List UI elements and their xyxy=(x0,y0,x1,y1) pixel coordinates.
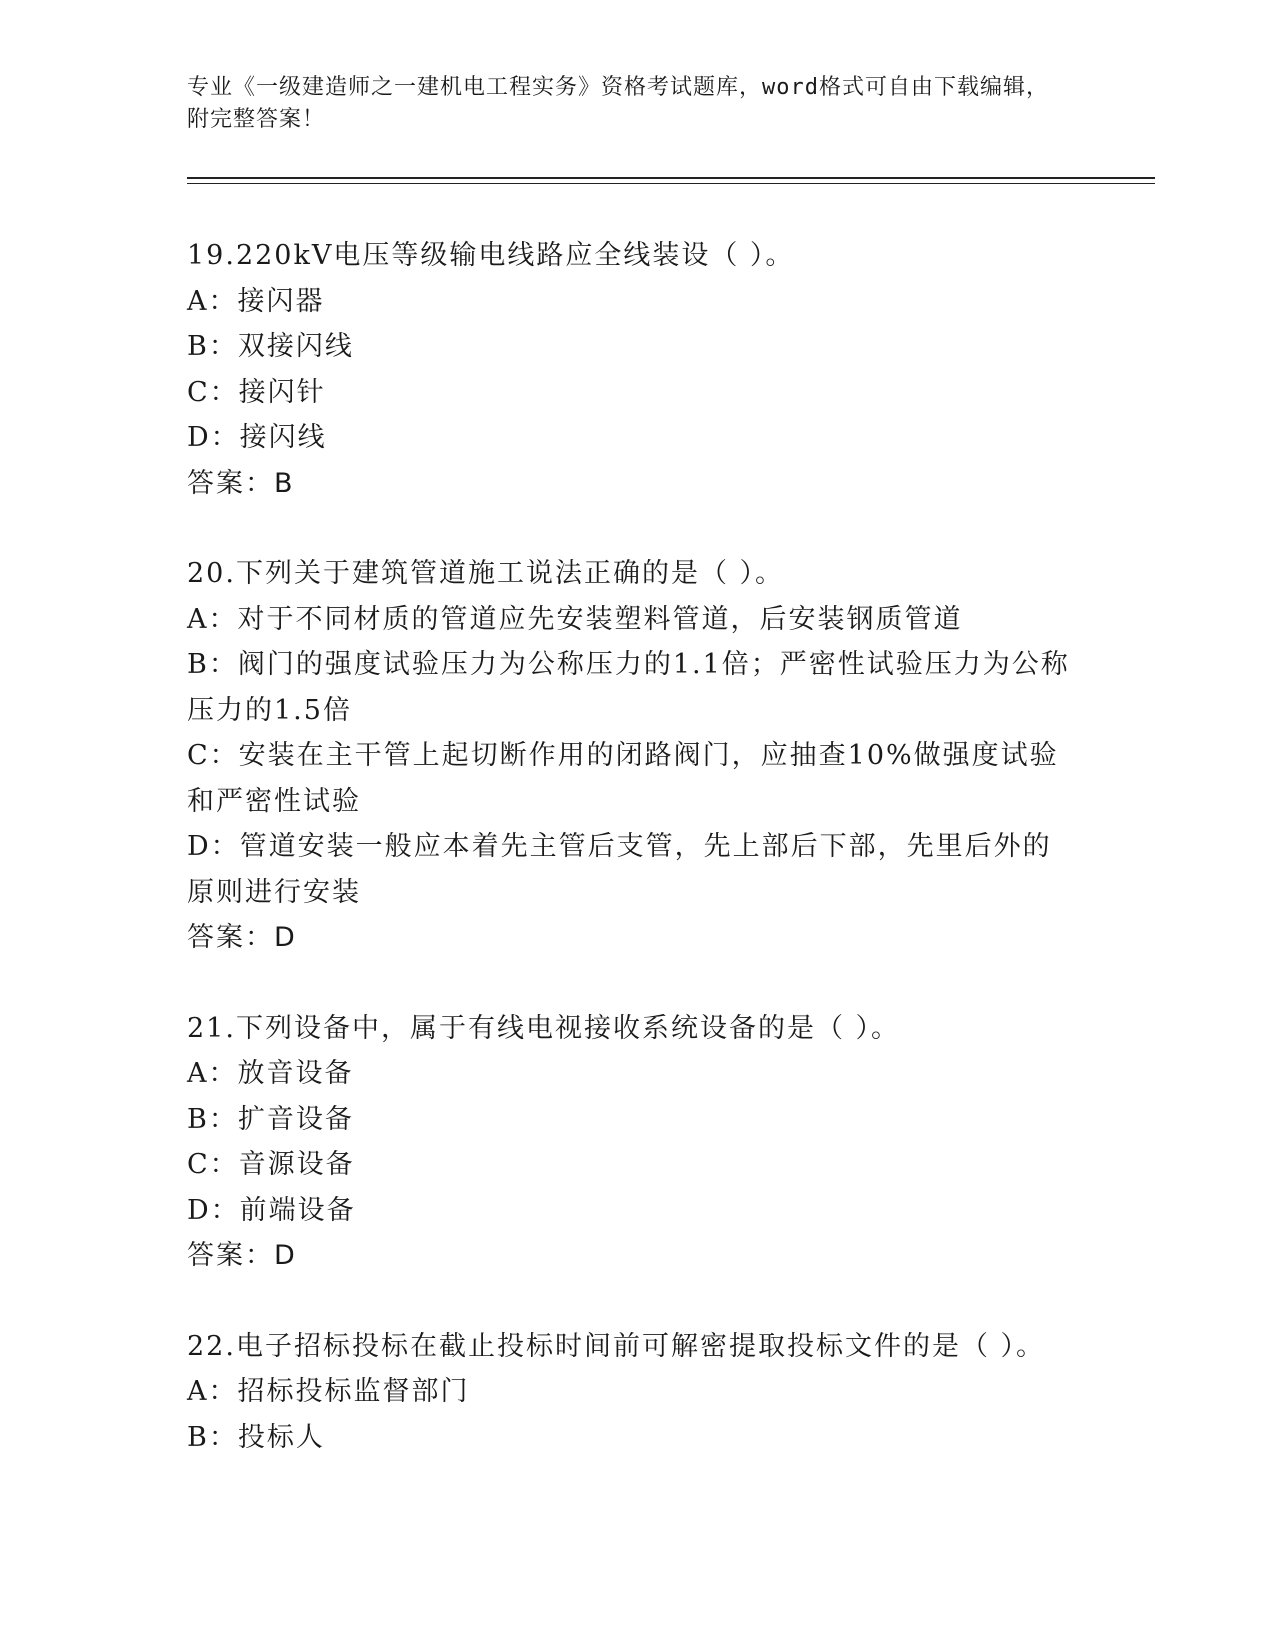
option-b: B：扩音设备 xyxy=(187,1103,354,1135)
option-b: B：双接闪线 xyxy=(187,331,354,362)
header-divider-thick xyxy=(187,177,1155,179)
question-19 xyxy=(187,233,1077,506)
answer-line: 答案：D xyxy=(187,922,297,953)
option-c: C：音源设备 xyxy=(187,1149,355,1180)
option-a: A：放音设备 xyxy=(187,1058,354,1089)
option-d: D：接闪线 xyxy=(187,422,327,453)
option-d: D：管道安装一般应本着先主管后支管，先上部后下部，先里后外的原则进行安装 xyxy=(187,831,1052,908)
answer-line: 答案：B xyxy=(187,467,295,499)
question-22 xyxy=(187,1324,1077,1461)
option-a: A：接闪器 xyxy=(187,285,325,317)
question-stem: 21.下列设备中，属于有线电视接收系统设备的是（ ）。 xyxy=(187,1012,901,1044)
option-d: D：前端设备 xyxy=(187,1194,356,1226)
question-list xyxy=(187,233,1077,1505)
option-b: B：投标人 xyxy=(187,1421,325,1453)
question-21 xyxy=(187,1006,1077,1279)
question-stem: 20.下列关于建筑管道施工说法正确的是（ ）。 xyxy=(187,558,785,589)
question-stem: 22.电子招标投标在截止投标时间前可解密提取投标文件的是（ ）。 xyxy=(187,1330,1046,1362)
option-a: A：招标投标监督部门 xyxy=(187,1376,470,1407)
option-b: B：阀门的强度试验压力为公称压力的1.1倍；严密性试验压力为公称压力的1.5倍 xyxy=(187,649,1070,726)
answer-line: 答案：D xyxy=(187,1240,297,1271)
header-divider-thin xyxy=(187,183,1155,184)
option-a: A：对于不同材质的管道应先安装塑料管道，后安装钢质管道 xyxy=(187,603,963,635)
option-c: C：接闪针 xyxy=(187,376,326,408)
question-stem: 19.220kV电压等级输电线路应全线装设（ ）。 xyxy=(187,240,795,271)
question-20 xyxy=(187,551,1077,961)
document-header: 专业《一级建造师之一建机电工程实务》资格考试题库，word格式可自由下载编辑，附完整答案！ xyxy=(187,75,1049,132)
option-c: C：安装在主干管上起切断作用的闭路阀门，应抽查10%做强度试验和严密性试验 xyxy=(187,740,1059,817)
